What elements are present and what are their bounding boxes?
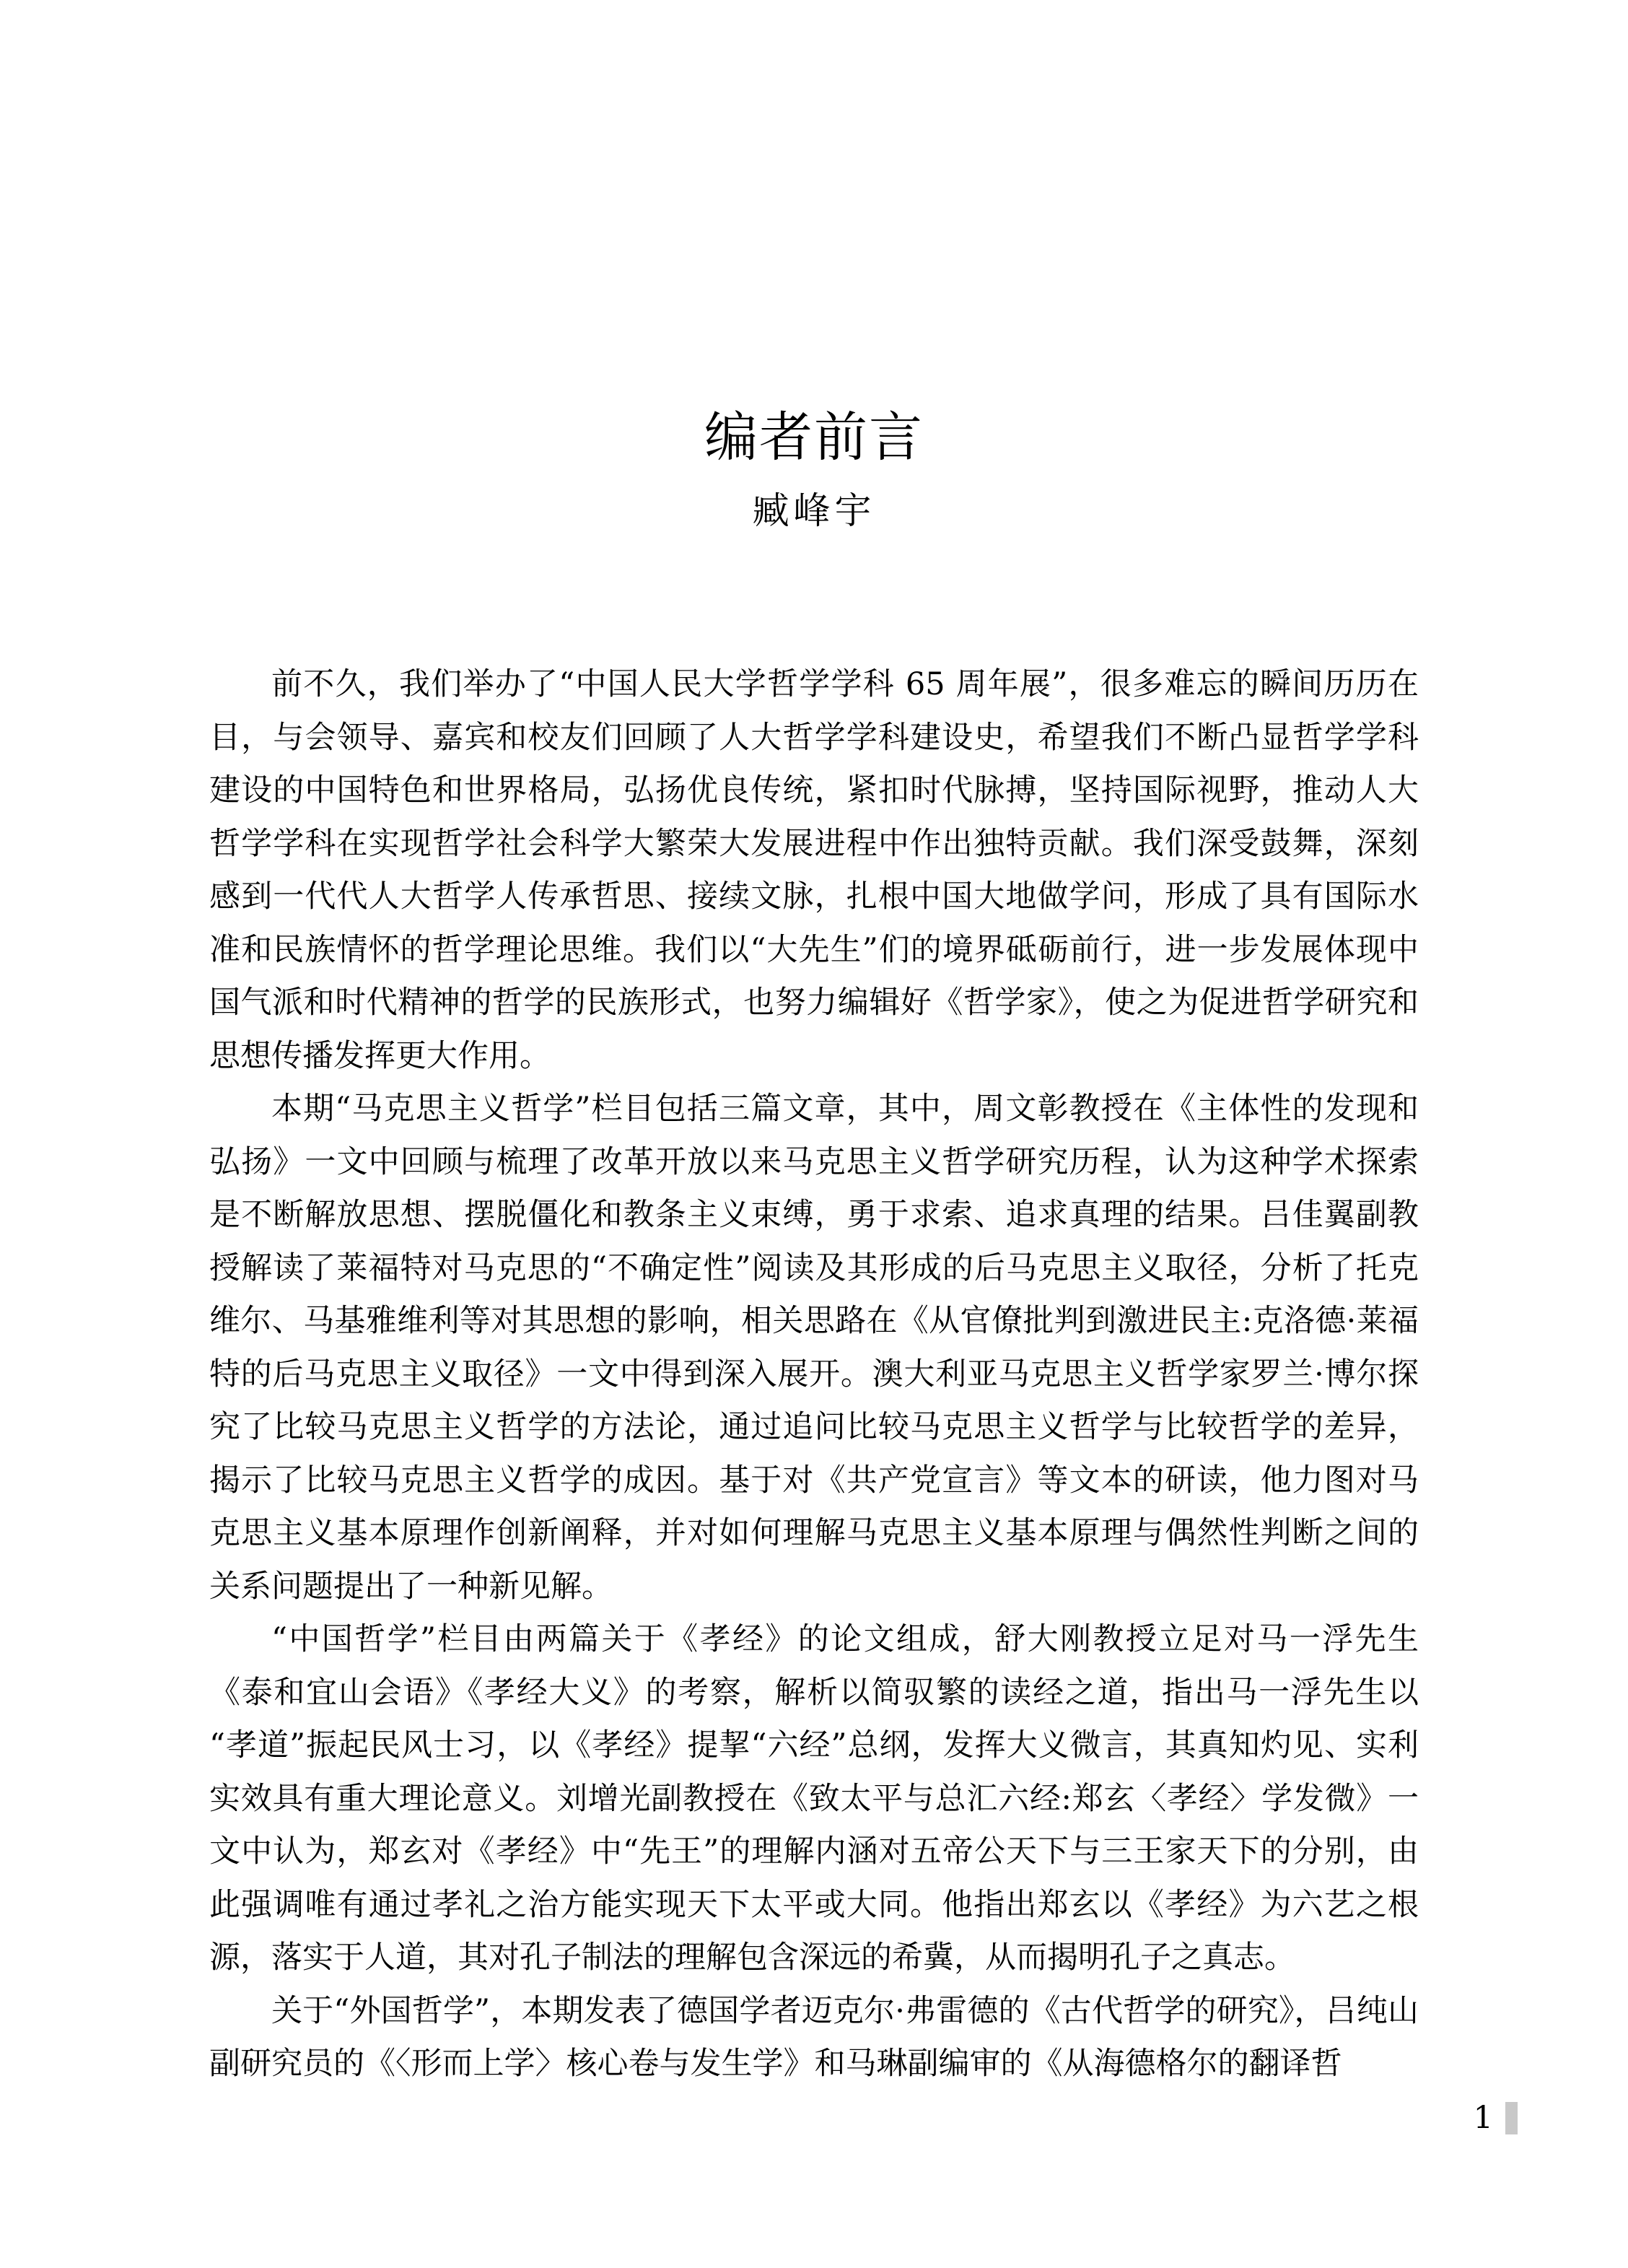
paragraph-2: 本期“马克思主义哲学”栏目包括三篇文章，其中，周文彰教授在《主体性的发现和弘扬》一文中回顾与梳理了改革开放以来马克思主义哲学研究历程，认为这种学术探索是不断解放思想、摆脱僵化和教条主义束缚，勇于求索、追求真理的结果。吕佳翼副教授解读了莱福特对马克思的“不确定性”阅读及其形成的后马克思主义取径，分析了托克维尔、马基雅维利等对其思想的影响，相关思路在《从官僚批判到激进民主:克洛德·莱福特的后马克思主义取径》一文中得到深入展开。澳大利亚马克思主义哲学家罗兰·博尔探究了比较马克思主义哲学的方法论，通过追问比较马克思主义哲学与比较哲学的差异，揭示了比较马克思主义哲学的成因。基于对《共产党宣言》等文本的研读，他力图对马克思主义基本原理作创新阐释，并对如何理解马克思主义基本原理与偶然性判断之间的关系问题提出了一种新见解。 <box>209 1091 1419 1605</box>
paragraph-1: 前不久，我们举办了“中国人民大学哲学学科 65 周年展”，很多难忘的瞬间历历在目，与会领导、嘉宾和校友们回顾了人大哲学学科建设史，希望我们不断凸显哲学学科建设的中国特色和世界格局，弘扬优良传统，紧扣时代脉搏，坚持国际视野，推动人大哲学学科在实现哲学社会科学大繁荣大发展进程中作出独特贡献。我们深受鼓舞，深刻感到一代代人大哲学人传承哲思、接续文脉，扎根中国大地做学问，形成了具有国际水准和民族情怀的哲学理论思维。我们以“大先生”们的境界砥砺前行，进一步发展体现中国气派和时代精神的哲学的民族形式，也努力编辑好《哲学家》，使之为促进哲学研究和思想传播发挥更大作用。 <box>209 666 1419 1074</box>
body-text <box>209 658 1419 2091</box>
page-title: 编者前言 <box>704 406 924 468</box>
author-name: 臧峰宇 <box>752 490 876 533</box>
page-footer <box>1474 2098 1518 2138</box>
paragraph-3: “中国哲学”栏目由两篇关于《孝经》的论文组成，舒大刚教授立足对马一浮先生《泰和宜山会语》《孝经大义》的考察，解析以简驭繁的读经之道，指出马一浮先生以“孝道”振起民风士习，以《孝经》提挈“六经”总纲，发挥大义微言，其真知灼见、实利实效具有重大理论意义。刘增光副教授在《致太平与总汇六经:郑玄〈孝经〉学发微》一文中认为，郑玄对《孝经》中“先王”的理解内涵对五帝公天下与三王家天下的分别，由此强调唯有通过孝礼之治方能实现天下太平或大同。他指出郑玄以《孝经》为六艺之根源，落实于人道，其对孔子制法的理解包含深远的希冀，从而揭明孔子之真志。 <box>209 1621 1419 1976</box>
page-number-bar <box>1505 2102 1518 2134</box>
page-number: 1 <box>1473 2100 1493 2136</box>
paragraph-4: 关于“外国哲学”，本期发表了德国学者迈克尔·弗雷德的《古代哲学的研究》，吕纯山副研究员的《〈形而上学〉核心卷与发生学》和马琳副编审的《从海德格尔的翻译哲 <box>209 1992 1419 2082</box>
